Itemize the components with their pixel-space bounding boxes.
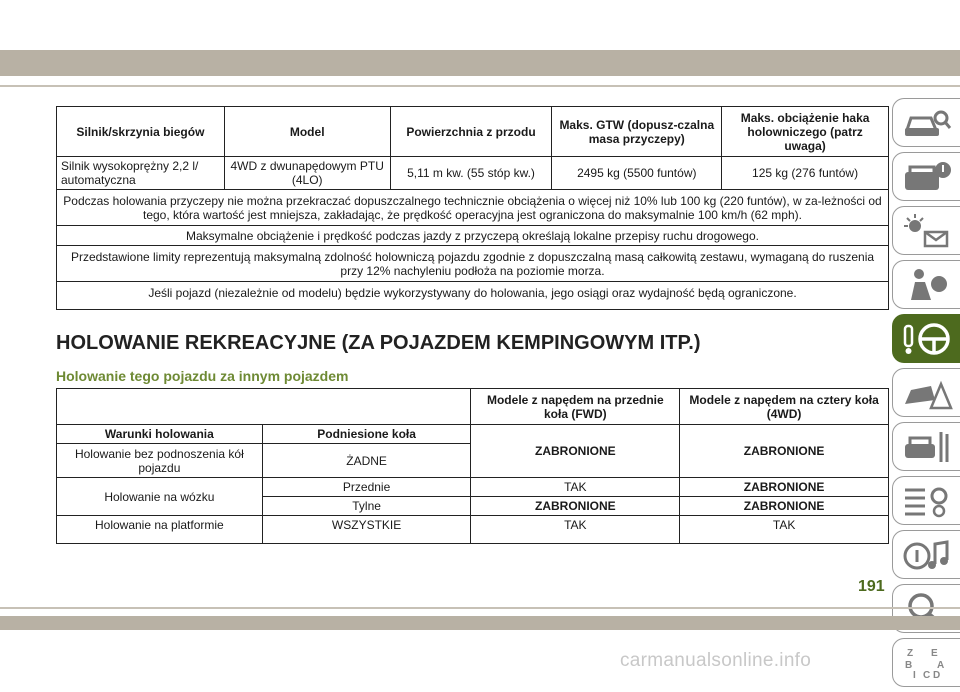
watermark: carmanualsonline.info: [620, 650, 812, 671]
header-4wd: Modele z napędem na cztery koła (4WD): [680, 389, 889, 425]
section-heading: HOLOWANIE REKREACYJNE (ZA POJAZDEM KEMPINGOWYM ITP.): [56, 332, 701, 354]
header-max-gtw: Maks. GTW (dopusz-czalna masa przyczepy): [552, 107, 722, 157]
blank-header-cell: [57, 389, 471, 425]
header-fwd: Modele z napędem na przednie koła (FWD): [471, 389, 680, 425]
cell-flatbed-condition: Holowanie na platformie: [57, 516, 263, 544]
chapter-tabs: [889, 98, 960, 692]
cell-dolly-front-4wd: ZABRONIONE: [680, 478, 889, 497]
note-row: Jeśli pojazd (niezależnie od modelu) będzie wykorzystywany do holowania, jego osiągi oraz wydajność będą ograniczone.: [57, 282, 889, 310]
cell-flatbed-lifted: WSZYSTKIE: [262, 516, 471, 544]
cell-max-hitch-load: 125 kg (276 funtów): [722, 157, 889, 190]
top-divider: [0, 85, 960, 87]
bottom-band: [0, 616, 960, 630]
cell-model: 4WD z dwunapędowym PTU (4LO): [224, 157, 390, 190]
cell-fwd-flat-tow: ZABRONIONE: [471, 425, 680, 478]
svg-text:B: B: [905, 659, 913, 671]
tab-safety[interactable]: [892, 260, 960, 309]
cell-flat-tow-lifted: ŻADNE: [262, 444, 471, 478]
cell-flatbed-fwd: TAK: [471, 516, 680, 544]
header-wheels-lifted: Podniesione koła: [262, 425, 471, 444]
tab-index[interactable]: [892, 638, 960, 687]
cell-dolly-rear-4wd: ZABRONIONE: [680, 497, 889, 516]
svg-text:C: C: [923, 669, 931, 681]
towing-specs-table: [56, 106, 889, 310]
svg-text:Z: Z: [907, 647, 914, 659]
tab-lights-messages[interactable]: [892, 206, 960, 255]
svg-text:A: A: [937, 659, 945, 671]
tab-technical-specs[interactable]: [892, 476, 960, 525]
cell-dolly-rear: Tylne: [262, 497, 471, 516]
recreational-towing-table: [56, 388, 889, 544]
cell-dolly-front: Przednie: [262, 478, 471, 497]
car-search-icon: [901, 104, 953, 142]
cell-max-gtw: 2495 kg (5500 funtów): [552, 157, 722, 190]
cell-flat-tow-condition: Holowanie bez podnoszenia kół pojazdu: [57, 444, 263, 478]
header-model: Model: [224, 107, 390, 157]
svg-text:I: I: [913, 669, 916, 681]
svg-text:E: E: [931, 647, 938, 659]
header-frontal-area: Powierzchnia z przodu: [390, 107, 552, 157]
cell-4wd-flat-tow: ZABRONIONE: [680, 425, 889, 478]
car-tools-icon: [901, 428, 953, 466]
cell-dolly-rear-fwd: ZABRONIONE: [471, 497, 680, 516]
tab-multimedia[interactable]: [892, 530, 960, 579]
cell-flatbed-4wd: TAK: [680, 516, 889, 544]
top-band: [0, 50, 960, 76]
tab-starting-operating[interactable]: [892, 314, 960, 363]
car-warning-icon: [901, 158, 953, 196]
section-subheading: Holowanie tego pojazdu za innym pojazdem: [56, 368, 349, 384]
note-row: Przedstawione limity reprezentują maksymalną zdolność holowniczą pojazdu zgodnie z dopuszczalną masą całkowitą zestawu, wymaganą do ruszenia przy 12% nachyleniu podłoża na poziomie morza.: [57, 246, 889, 282]
header-towing-conditions: Warunki holowania: [57, 425, 263, 444]
light-mail-icon: [901, 212, 953, 250]
tab-car-search[interactable]: [892, 98, 960, 147]
tab-servicing[interactable]: [892, 422, 960, 471]
tab-car-warning[interactable]: [892, 152, 960, 201]
airbag-person-icon: [901, 266, 953, 304]
cell-frontal-area: 5,11 m kw. (55 stóp kw.): [390, 157, 552, 190]
header-max-hitch-load: Maks. obciążenie haka holowniczego (patrz uwaga): [722, 107, 889, 157]
cell-dolly-condition: Holowanie na wózku: [57, 478, 263, 516]
list-gear-icon: [901, 482, 953, 520]
page-number: 191: [858, 578, 885, 595]
bottom-divider: [0, 607, 960, 609]
note-row: Maksymalne obciążenie i prędkość podczas jazdy z przyczepą określają lokalne przepisy ruchu drogowego.: [57, 226, 889, 246]
phone-music-icon: [901, 536, 953, 574]
header-engine: Silnik/skrzynia biegów: [57, 107, 225, 157]
note-row: Podczas holowania przyczepy nie można przekraczać dopuszczalnego technicznie obciążenia o więcej niż 10% lub 100 kg (220 funtów), w za-leżności od tego, która wartość jest mniejsza, zakładając, że prędkość operacyjna jest ograniczona do maksymalnie 100 km/h (62 mph).: [57, 190, 889, 226]
cell-engine: Silnik wysokoprężny 2,2 l/ automatyczna: [57, 157, 225, 190]
svg-text:D: D: [933, 669, 941, 681]
tab-emergency[interactable]: [892, 368, 960, 417]
cell-dolly-front-fwd: TAK: [471, 478, 680, 497]
steering-key-icon: [901, 320, 953, 358]
alphabet-index-icon: [901, 644, 953, 682]
car-crash-icon: [901, 374, 953, 412]
